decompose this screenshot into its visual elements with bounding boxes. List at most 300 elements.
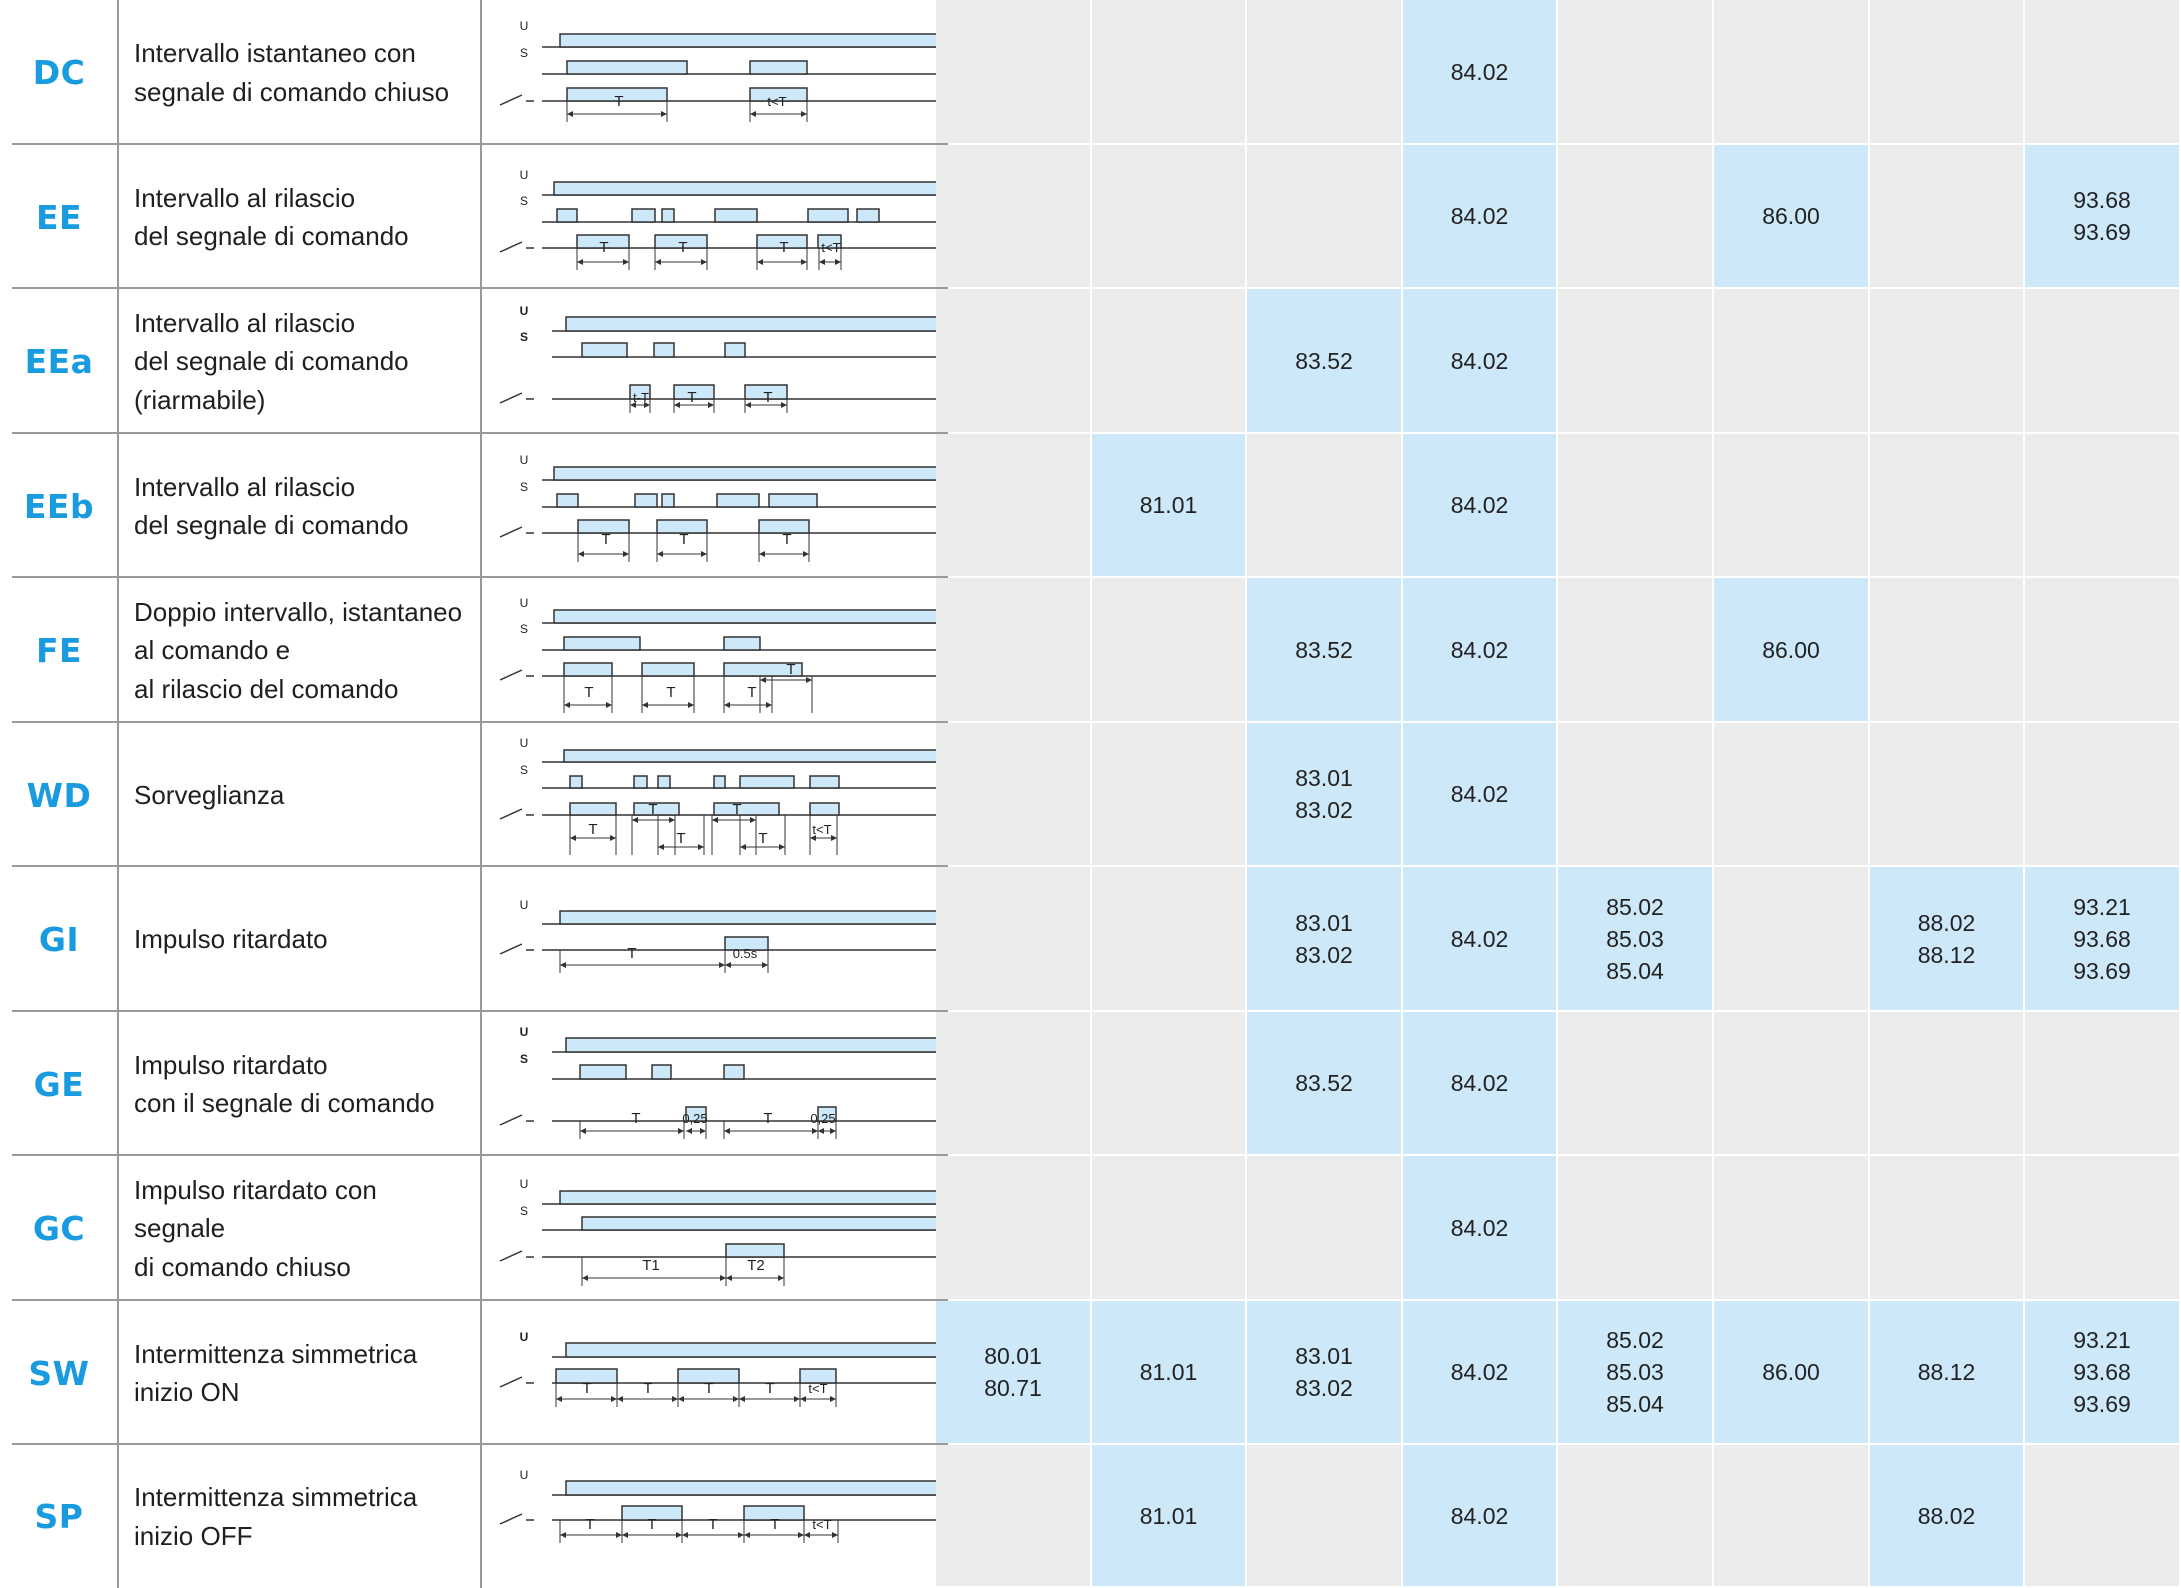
time-label: T bbox=[763, 389, 773, 406]
table-row bbox=[0, 1012, 2181, 1156]
signal-pulse bbox=[580, 1065, 626, 1079]
supply-signal bbox=[542, 776, 936, 788]
product-cell: 81.01 bbox=[1092, 434, 1245, 576]
arrow-head-icon bbox=[757, 259, 763, 265]
arrow-head-icon bbox=[733, 1396, 739, 1402]
function-description: Intervallo al rilascio del segnale di comando (riarmabile) bbox=[134, 307, 409, 415]
time-label: T bbox=[782, 531, 792, 548]
product-cell bbox=[1714, 867, 1868, 1010]
supply-signal bbox=[542, 750, 936, 762]
column-divider bbox=[117, 1445, 119, 1588]
arrow-head-icon bbox=[567, 111, 573, 117]
time-label: t<T bbox=[808, 1381, 828, 1396]
arrow-head-icon bbox=[750, 111, 756, 117]
signal-pulse bbox=[724, 637, 760, 650]
contact-switch-icon bbox=[500, 670, 522, 680]
product-cell: 88.12 bbox=[1870, 1301, 2023, 1443]
product-cell: 83.01 83.02 bbox=[1247, 723, 1401, 865]
product-cell bbox=[1558, 145, 1712, 287]
supply-signal bbox=[552, 317, 936, 331]
axis-label: S bbox=[519, 194, 529, 208]
time-label: T bbox=[679, 531, 689, 548]
arrow-head-icon bbox=[794, 1396, 800, 1402]
arrow-head-icon bbox=[611, 1396, 617, 1402]
signal-pulse bbox=[582, 343, 627, 357]
product-cell: 88.02 88.12 bbox=[1870, 867, 2023, 1010]
arrow-head-icon bbox=[578, 551, 584, 557]
function-code: FE bbox=[35, 631, 83, 670]
product-cell: 84.02 bbox=[1403, 0, 1556, 143]
product-cell bbox=[1714, 0, 1868, 143]
column-divider bbox=[117, 578, 119, 723]
product-cell: 88.02 bbox=[1870, 1445, 2023, 1586]
time-label: T bbox=[584, 684, 594, 701]
product-cell: 84.02 bbox=[1403, 867, 1556, 1010]
arrow-head-icon bbox=[632, 817, 638, 823]
table-row bbox=[0, 578, 2181, 723]
supply-signal bbox=[552, 1343, 936, 1357]
signal-pulse bbox=[857, 209, 879, 222]
time-label: T bbox=[614, 93, 624, 110]
supply-signal bbox=[542, 182, 936, 195]
column-divider bbox=[480, 1445, 482, 1588]
arrow-head-icon bbox=[676, 1532, 682, 1538]
contact-signal bbox=[500, 803, 936, 819]
time-label: 0,25 bbox=[810, 1111, 836, 1126]
function-code: EEb bbox=[23, 486, 95, 526]
function-description: Intermittenza simmetrica inizio OFF bbox=[134, 1482, 418, 1551]
signal-pulse bbox=[714, 803, 779, 815]
time-label: T bbox=[627, 945, 637, 962]
product-cell bbox=[1558, 289, 1712, 432]
time-label: T bbox=[599, 239, 609, 256]
timing-diagram bbox=[482, 0, 936, 145]
arrow-head-icon bbox=[800, 1396, 806, 1402]
signal-pulse bbox=[570, 776, 582, 788]
contact-switch-icon bbox=[500, 393, 522, 403]
signal-pulse bbox=[808, 209, 848, 222]
axis-label: S bbox=[519, 622, 529, 636]
product-cell: 84.02 bbox=[1403, 723, 1556, 865]
time-label: t-T bbox=[633, 390, 649, 405]
product-cell bbox=[2025, 1012, 2179, 1154]
timing-diagram bbox=[482, 867, 936, 1012]
axis-label: S bbox=[519, 480, 529, 494]
product-cell bbox=[2025, 0, 2179, 143]
signal-pulse bbox=[560, 1191, 936, 1204]
supply-signal bbox=[552, 343, 936, 357]
signal-pulse bbox=[726, 1244, 784, 1257]
contact-switch-icon bbox=[500, 242, 522, 252]
time-label: t<T bbox=[812, 1517, 832, 1532]
arrow-head-icon bbox=[759, 551, 765, 557]
product-cell bbox=[1558, 1156, 1712, 1299]
table-row bbox=[0, 1301, 2181, 1445]
arrow-head-icon bbox=[560, 1532, 566, 1538]
signal-pulse bbox=[554, 610, 936, 623]
arrow-head-icon bbox=[560, 962, 566, 968]
function-description: Intervallo istantaneo con segnale di comando chiuso bbox=[134, 38, 450, 107]
signal-pulse bbox=[557, 209, 577, 222]
time-label: T1 bbox=[642, 1257, 660, 1274]
function-code: EEa bbox=[24, 342, 94, 381]
arrow-head-icon bbox=[739, 1396, 745, 1402]
column-divider bbox=[117, 434, 119, 578]
arrow-head-icon bbox=[720, 1275, 726, 1281]
signal-pulse bbox=[566, 1481, 936, 1495]
product-cell: 83.52 bbox=[1247, 1012, 1401, 1154]
axis-label: U bbox=[519, 1468, 529, 1482]
function-description: Impulso ritardato con segnale di comando chiuso bbox=[134, 1174, 377, 1282]
supply-signal bbox=[542, 1217, 936, 1230]
product-cell bbox=[936, 1156, 1090, 1299]
table-row bbox=[0, 867, 2181, 1012]
signal-pulse bbox=[662, 209, 674, 222]
arrow-head-icon bbox=[674, 402, 680, 408]
arrow-head-icon bbox=[830, 1396, 836, 1402]
arrow-head-icon bbox=[812, 1128, 818, 1134]
product-cell bbox=[1558, 434, 1712, 576]
time-label: 0.5s bbox=[732, 946, 758, 961]
column-divider bbox=[117, 289, 119, 434]
time-label: T bbox=[676, 830, 686, 847]
contact-signal bbox=[500, 1244, 936, 1261]
product-cell: 84.02 bbox=[1403, 1012, 1556, 1154]
arrow-head-icon bbox=[750, 817, 756, 823]
axis-label: S bbox=[519, 1052, 529, 1066]
arrow-head-icon bbox=[582, 1275, 588, 1281]
product-cell bbox=[2025, 723, 2179, 865]
product-cell bbox=[1247, 145, 1401, 287]
arrow-head-icon bbox=[744, 1532, 750, 1538]
signal-pulse bbox=[634, 776, 647, 788]
product-cell bbox=[1714, 1445, 1868, 1586]
column-divider bbox=[117, 1156, 119, 1301]
product-cell bbox=[1714, 1012, 1868, 1154]
arrow-head-icon bbox=[623, 259, 629, 265]
product-cell bbox=[2025, 578, 2179, 721]
function-code: DC bbox=[32, 53, 86, 92]
signal-pulse bbox=[642, 663, 694, 676]
product-cell bbox=[1870, 1012, 2023, 1154]
axis-label: U bbox=[519, 1330, 529, 1344]
product-cell bbox=[1870, 723, 2023, 865]
product-cell bbox=[1870, 434, 2023, 576]
column-divider bbox=[480, 867, 482, 1012]
supply-signal bbox=[542, 61, 936, 74]
timing-diagram bbox=[482, 434, 936, 578]
axis-label: U bbox=[519, 898, 529, 912]
time-label: T bbox=[687, 389, 697, 406]
signal-pulse bbox=[725, 343, 745, 357]
product-cell bbox=[1092, 867, 1245, 1010]
contact-signal bbox=[500, 1107, 936, 1125]
function-description: Impulso ritardato con il segnale di comando bbox=[134, 1049, 435, 1118]
contact-switch-icon bbox=[500, 527, 522, 537]
product-cell bbox=[1714, 434, 1868, 576]
product-cell bbox=[1870, 289, 2023, 432]
time-label: T bbox=[770, 1516, 780, 1533]
column-divider bbox=[480, 0, 482, 145]
timing-diagram bbox=[482, 723, 936, 867]
arrow-head-icon bbox=[570, 835, 576, 841]
product-cell bbox=[1558, 0, 1712, 143]
supply-signal bbox=[542, 209, 936, 222]
product-cell bbox=[2025, 1445, 2179, 1586]
timing-diagram bbox=[482, 1445, 936, 1588]
contact-signal bbox=[500, 88, 936, 105]
arrow-head-icon bbox=[801, 259, 807, 265]
product-cell: 84.02 bbox=[1403, 145, 1556, 287]
supply-signal bbox=[542, 610, 936, 623]
timing-diagram bbox=[482, 145, 936, 289]
product-cell bbox=[1558, 1012, 1712, 1154]
time-label: T bbox=[582, 1380, 592, 1397]
signal-pulse bbox=[564, 637, 640, 650]
product-cell: 93.21 93.68 93.69 bbox=[2025, 1301, 2179, 1443]
arrow-head-icon bbox=[719, 962, 725, 968]
table-row bbox=[0, 0, 2181, 145]
arrow-head-icon bbox=[698, 844, 704, 850]
arrow-head-icon bbox=[835, 259, 841, 265]
product-cell bbox=[1870, 145, 2023, 287]
table-row bbox=[0, 1445, 2181, 1588]
time-label: T bbox=[779, 239, 789, 256]
arrow-head-icon bbox=[725, 962, 731, 968]
arrow-head-icon bbox=[726, 1275, 732, 1281]
time-label: T bbox=[631, 1110, 641, 1127]
product-cell: 86.00 bbox=[1714, 578, 1868, 721]
signal-pulse bbox=[654, 343, 674, 357]
signal-pulse bbox=[740, 776, 794, 788]
signal-pulse bbox=[566, 1038, 936, 1052]
product-cell bbox=[1714, 1156, 1868, 1299]
time-label: T bbox=[648, 801, 658, 818]
product-cell: 84.02 bbox=[1403, 1301, 1556, 1443]
supply-signal bbox=[542, 34, 936, 47]
table-row bbox=[0, 289, 2181, 434]
arrow-head-icon bbox=[801, 111, 807, 117]
contact-signal bbox=[500, 663, 936, 680]
product-cell: 81.01 bbox=[1092, 1445, 1245, 1586]
axis-label: S bbox=[519, 763, 529, 777]
arrow-head-icon bbox=[766, 702, 772, 708]
product-cell bbox=[1247, 1445, 1401, 1586]
contact-switch-icon bbox=[500, 1377, 522, 1387]
time-label: T bbox=[647, 1516, 657, 1533]
arrow-head-icon bbox=[686, 1128, 692, 1134]
contact-signal bbox=[500, 1506, 936, 1524]
arrow-head-icon bbox=[798, 1532, 804, 1538]
contact-switch-icon bbox=[500, 1514, 522, 1524]
column-divider bbox=[480, 723, 482, 867]
arrow-head-icon bbox=[701, 551, 707, 557]
axis-label: S bbox=[519, 1204, 529, 1218]
timing-diagram bbox=[482, 578, 936, 723]
product-cell bbox=[1714, 289, 1868, 432]
axis-label: U bbox=[519, 168, 529, 182]
product-cell bbox=[1092, 1012, 1245, 1154]
timing-diagram bbox=[482, 1012, 936, 1156]
time-label: T bbox=[585, 1516, 595, 1533]
supply-signal bbox=[542, 911, 936, 924]
product-cell bbox=[1247, 0, 1401, 143]
supply-signal bbox=[542, 494, 936, 507]
arrow-head-icon bbox=[708, 402, 714, 408]
product-cell: 83.01 83.02 bbox=[1247, 867, 1401, 1010]
axis-label: U bbox=[519, 1177, 529, 1191]
product-cell bbox=[936, 0, 1090, 143]
function-description: Impulso ritardato bbox=[134, 924, 328, 955]
supply-signal bbox=[552, 1065, 936, 1079]
signal-pulse bbox=[554, 467, 936, 480]
product-cell: 84.02 bbox=[1403, 578, 1556, 721]
contact-signal bbox=[500, 385, 936, 403]
arrow-head-icon bbox=[819, 259, 825, 265]
column-divider bbox=[117, 145, 119, 289]
axis-label: U bbox=[519, 19, 529, 33]
table-row bbox=[0, 145, 2181, 289]
arrow-head-icon bbox=[745, 402, 751, 408]
signal-pulse bbox=[632, 209, 655, 222]
signal-pulse bbox=[564, 663, 612, 676]
contact-switch-icon bbox=[500, 944, 522, 954]
product-cell bbox=[1092, 1156, 1245, 1299]
signal-pulse bbox=[715, 209, 757, 222]
arrow-head-icon bbox=[682, 1532, 688, 1538]
time-label: 0,25 bbox=[682, 1111, 708, 1126]
product-cell bbox=[1870, 1156, 2023, 1299]
arrow-head-icon bbox=[658, 844, 664, 850]
function-code: EE bbox=[35, 197, 83, 237]
function-code: GI bbox=[38, 920, 80, 959]
contact-switch-icon bbox=[500, 809, 522, 819]
signal-pulse bbox=[566, 1343, 936, 1357]
signal-pulse bbox=[810, 776, 839, 788]
signal-pulse bbox=[635, 494, 657, 507]
product-cell bbox=[936, 867, 1090, 1010]
column-divider bbox=[480, 145, 482, 289]
product-cell bbox=[936, 145, 1090, 287]
product-cell bbox=[1092, 289, 1245, 432]
time-label: T bbox=[765, 1380, 775, 1397]
product-cell: 93.68 93.69 bbox=[2025, 145, 2179, 287]
product-cell: 86.00 bbox=[1714, 145, 1868, 287]
arrow-head-icon bbox=[818, 1128, 824, 1134]
function-code: GE bbox=[33, 1064, 85, 1104]
time-label: t<T bbox=[821, 240, 841, 255]
arrow-head-icon bbox=[738, 1532, 744, 1538]
signal-pulse bbox=[557, 494, 578, 507]
product-cell bbox=[1092, 145, 1245, 287]
supply-signal bbox=[542, 1191, 936, 1204]
product-cell bbox=[1092, 0, 1245, 143]
product-cell bbox=[936, 1012, 1090, 1154]
table-row bbox=[0, 434, 2181, 578]
time-label: T2 bbox=[747, 1257, 765, 1274]
product-cell: 84.02 bbox=[1403, 289, 1556, 432]
arrow-head-icon bbox=[657, 551, 663, 557]
time-label: T bbox=[704, 1380, 714, 1397]
column-divider bbox=[117, 0, 119, 145]
product-cell: 83.01 83.02 bbox=[1247, 1301, 1401, 1443]
arrow-head-icon bbox=[655, 259, 661, 265]
arrow-head-icon bbox=[610, 835, 616, 841]
arrow-head-icon bbox=[740, 844, 746, 850]
arrow-head-icon bbox=[617, 1396, 623, 1402]
supply-signal bbox=[552, 1481, 936, 1495]
column-divider bbox=[117, 1012, 119, 1156]
product-cell: 86.00 bbox=[1714, 1301, 1868, 1443]
contact-signal bbox=[500, 520, 936, 537]
product-cell bbox=[936, 289, 1090, 432]
arrow-head-icon bbox=[806, 677, 812, 683]
axis-label: U bbox=[519, 1025, 529, 1039]
function-code: WD bbox=[26, 775, 92, 815]
signal-pulse bbox=[810, 803, 839, 815]
product-cell: 85.02 85.03 85.04 bbox=[1558, 867, 1712, 1010]
arrow-head-icon bbox=[700, 1128, 706, 1134]
product-cell bbox=[936, 434, 1090, 576]
signal-pulse bbox=[570, 803, 616, 815]
signal-pulse bbox=[658, 776, 670, 788]
function-description: Intervallo al rilascio del segnale di comando bbox=[134, 471, 409, 540]
product-cell: 85.02 85.03 85.04 bbox=[1558, 1301, 1712, 1443]
time-label: T bbox=[786, 661, 796, 678]
column-divider bbox=[480, 289, 482, 434]
time-label: T bbox=[601, 531, 611, 548]
time-label: T bbox=[666, 684, 676, 701]
time-label: T bbox=[708, 1516, 718, 1533]
signal-pulse bbox=[717, 494, 759, 507]
arrow-head-icon bbox=[724, 702, 730, 708]
arrow-head-icon bbox=[781, 402, 787, 408]
arrow-head-icon bbox=[556, 1396, 562, 1402]
arrow-head-icon bbox=[580, 1128, 586, 1134]
arrow-head-icon bbox=[778, 1275, 784, 1281]
signal-pulse bbox=[566, 317, 936, 331]
signal-pulse bbox=[582, 1217, 936, 1230]
product-cell bbox=[2025, 289, 2179, 432]
signal-pulse bbox=[560, 34, 936, 47]
signal-pulse bbox=[567, 61, 687, 74]
supply-signal bbox=[542, 467, 936, 480]
function-code: SW bbox=[28, 1353, 90, 1393]
arrow-head-icon bbox=[701, 259, 707, 265]
arrow-head-icon bbox=[803, 551, 809, 557]
signal-pulse bbox=[564, 750, 936, 762]
product-cell bbox=[1092, 723, 1245, 865]
product-cell: 83.52 bbox=[1247, 578, 1401, 721]
function-code: GC bbox=[32, 1209, 86, 1248]
arrow-head-icon bbox=[564, 702, 570, 708]
arrow-head-icon bbox=[642, 702, 648, 708]
arrow-head-icon bbox=[678, 1396, 684, 1402]
arrow-head-icon bbox=[688, 702, 694, 708]
signal-pulse bbox=[714, 776, 725, 788]
signal-pulse bbox=[662, 494, 674, 507]
arrow-head-icon bbox=[762, 962, 768, 968]
product-cell: 80.01 80.71 bbox=[936, 1301, 1090, 1443]
arrow-head-icon bbox=[577, 259, 583, 265]
arrow-head-icon bbox=[606, 702, 612, 708]
arrow-head-icon bbox=[661, 111, 667, 117]
time-label: T bbox=[758, 830, 768, 847]
arrow-head-icon bbox=[623, 551, 629, 557]
product-cell bbox=[1558, 723, 1712, 865]
axis-label: U bbox=[519, 596, 529, 610]
arrow-head-icon bbox=[831, 835, 837, 841]
